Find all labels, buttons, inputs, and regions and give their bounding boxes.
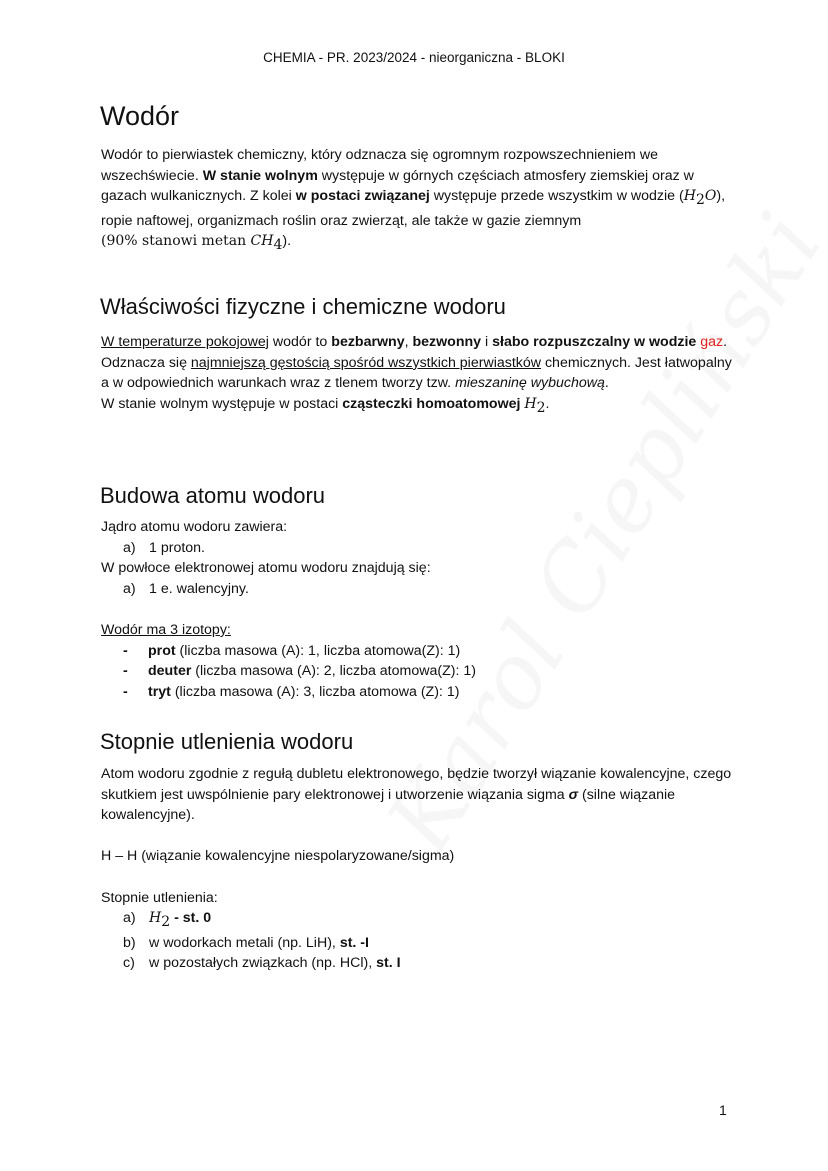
properties-paragraph: W temperaturze pokojowej wodór to bezbarwny, bezwonny i słabo rozpuszczalny w wodzie gaz. Odznacza się najmniejszą gęstością spośród wszystkich pierwiastków chemicznych. Jest łatwopalny a w odpowiednich warunkach wraz z tlenem tworzy tzw. mieszaninę wybuchową. W stanie wolnym występuje w postaci cząsteczki homoatomowej $H_2$. [101, 334, 732, 416]
isotope-item: - prot (liczba masowa (A): 1, liczba atomowa(Z): 1) [123, 642, 461, 659]
oxidation-section: Atom wodoru zgodnie z regułą dubletu elektronowego, będzie tworzył wiązanie kowalencyjne, czego skutkiem jest uwspólnienie pary elektronowej i utworzenie wiązania sigma σ (silne wiązanie kowalencyjne). H – H (wiązanie kowalencyjne niespolaryzowane/sigma) Stopnie utlenienia: a) $H_2$ - st. 0 b) w wodorkach metali (np. LiH), st. -I c) w pozostałych związkach (np. HCl), st. I [101, 766, 732, 972]
section-title-oxidation: Stopnie utlenienia wodoru [100, 729, 354, 754]
intro-paragraph: Wodór to pierwiastek chemiczny, który odznacza się ogromnym rozpowszechnieniem we wszechświecie. W stanie wolnym występuje w górnych częściach atmosfery ziemskiej oraz w gazach wulkanicznych. Z kolei w postaci związanej występuje przede wszystkim w wodzie $(H_2O)$, ropie naftowej, organizmach roślin oraz zwierząt, ale także w gazie ziemnym (90% stanowi metan $CH_4$). [101, 147, 726, 254]
atom-structure: Jądro atomu wodoru zawiera: a) 1 proton. W powłoce elektronowej atomu wodoru znajdują się: a) 1 e. walencyjny. Wodór ma 3 izotopy: - prot (liczba masowa (A): 1, liczba atomowa(Z): 1) - deuter (liczba masowa (A): 2, liczba atomowa(Z): 1) - tryt (liczba masowa (A): 3, liczba atomowa (Z): 1) [101, 517, 741, 702]
page-number: 1 [719, 1102, 727, 1118]
isotope-item: - tryt (liczba masowa (A): 3, liczba atomowa (Z): 1) [123, 683, 460, 700]
page-header: CHEMIA - PR. 2023/2024 - nieorganiczna - BLOKI [263, 50, 565, 65]
section-title-properties: Właściwości fizyczne i chemiczne wodoru [100, 294, 506, 319]
section-title-wodor: Wodór [100, 101, 180, 131]
section-title-atom: Budowa atomu wodoru [100, 483, 326, 508]
isotope-item: - deuter (liczba masowa (A): 2, liczba atomowa(Z): 1) [123, 663, 476, 680]
